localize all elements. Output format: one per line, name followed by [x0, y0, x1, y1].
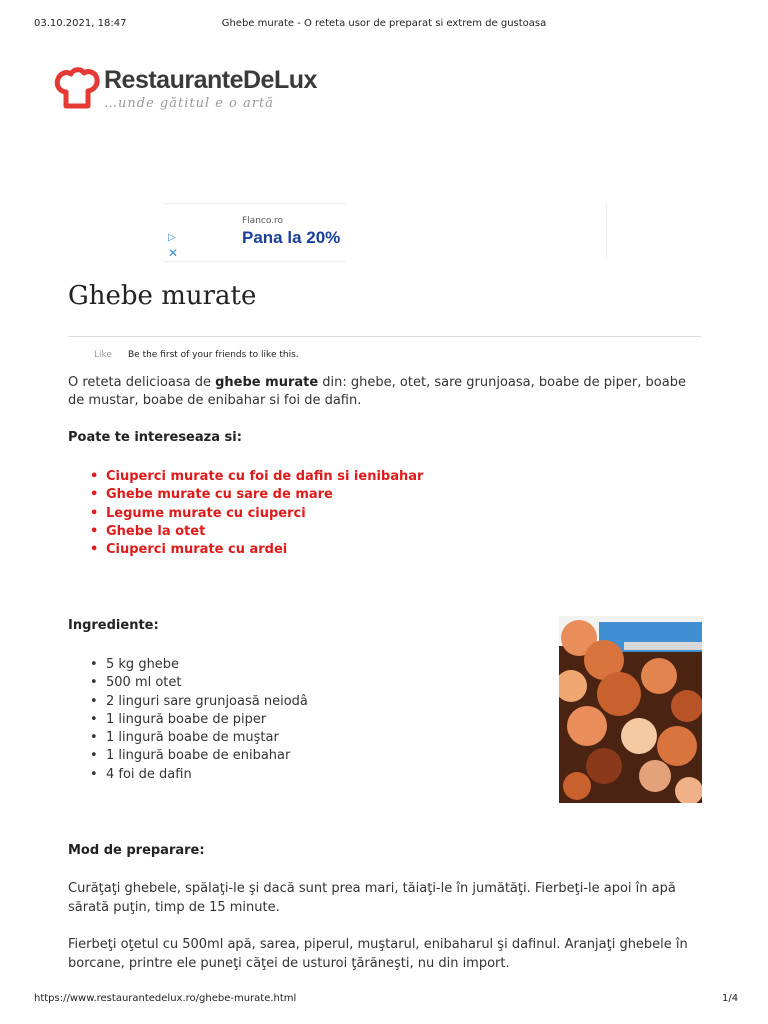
related-link[interactable]: • Ghebe la otet	[90, 523, 423, 541]
ingredient-item: • 1 lingură boabe de muştar	[90, 729, 308, 747]
related-link[interactable]: • Ciuperci murate cu foi de dafin si ienibahar	[90, 468, 423, 486]
related-link[interactable]: • Ciuperci murate cu ardei	[90, 541, 423, 559]
ingredient-item: • 1 lingură boabe de piper	[90, 711, 308, 729]
ad-site: Flanco.ro	[242, 216, 284, 226]
title-divider	[68, 336, 701, 337]
pickled-mushrooms-photo	[559, 616, 702, 803]
like-button[interactable]: Like	[94, 350, 112, 360]
logo-wordmark: RestauranteDeLux	[104, 66, 317, 94]
ingredient-item: • 5 kg ghebe	[90, 656, 308, 674]
ingredients-list	[90, 656, 308, 784]
ingredient-item: • 1 lingură boabe de enibahar	[90, 747, 308, 765]
related-link[interactable]: • Ghebe murate cu sare de mare	[90, 486, 423, 504]
ingredient-item: • 2 linguri sare grunjoasă neiodâ	[90, 693, 308, 711]
print-page-number: 1/4	[722, 993, 739, 1004]
site-logo[interactable]	[54, 66, 317, 116]
ingredient-item: • 4 foi de dafin	[90, 766, 308, 784]
method-paragraph: Curăţaţi ghebele, spălaţi-le şi dacă sunt prea mari, tăiaţi-le în jumătăţi. Fierbeţi-le apoi în apă sărată puţin, timp de 15 minute.	[68, 881, 676, 915]
print-date: 03.10.2021, 18:47	[34, 18, 127, 29]
advertisement	[164, 203, 607, 260]
related-heading: Poate te intereseaza si:	[68, 430, 242, 445]
method-heading: Mod de preparare:	[68, 843, 205, 858]
ingredient-item: • 500 ml otet	[90, 674, 308, 692]
related-links-list	[90, 468, 423, 559]
article-intro: O reteta delicioasa de ghebe murate din: ghebe, otet, sare grunjoasa, boabe de piper, boabe de mustar, boabe de enibahar si foi de dafin.	[68, 375, 686, 408]
ingredients-heading: Ingrediente:	[68, 618, 159, 633]
method-paragraph: Fierbeţi oţetul cu 500ml apă, sarea, piperul, muştarul, enibaharul şi dafinul. Aranjaţi ghebele în borcane, printre ele puneţi căţei de usturoi ţărăneşti, nu din import.	[68, 937, 688, 971]
print-page-title: Ghebe murate - O reteta usor de preparat si extrem de gustoasa	[221, 18, 547, 29]
logo-tagline: …unde gătitul e o artă	[104, 96, 274, 111]
like-caption: Be the first of your friends to like this.	[128, 350, 299, 360]
ad-banner[interactable]	[164, 203, 346, 262]
ad-headline[interactable]: Pana la 20%	[242, 228, 341, 247]
chef-hat-icon	[54, 66, 100, 110]
related-link[interactable]: • Legume murate cu ciuperci	[90, 505, 423, 523]
close-icon[interactable]: ✕	[168, 246, 179, 260]
intro-keyword: ghebe murate	[215, 375, 319, 390]
ad-choices-icon[interactable]: ▷	[168, 232, 176, 243]
article-title: Ghebe murate	[68, 281, 257, 311]
print-url: https://www.restaurantedelux.ro/ghebe-murate.html	[34, 993, 297, 1004]
